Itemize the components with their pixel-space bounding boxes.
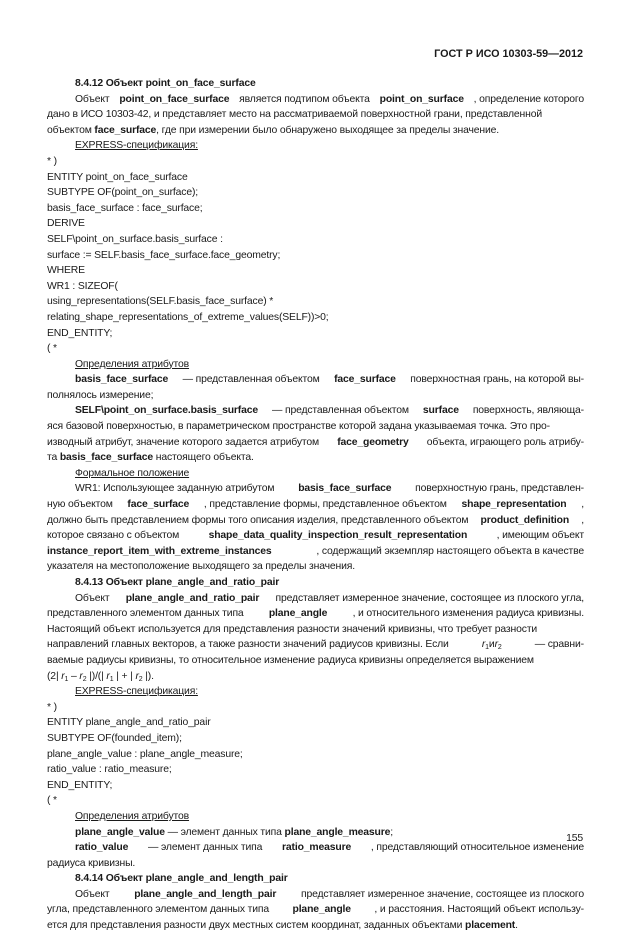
paragraph-line: изводный атрибут, значение которого задается атрибутом face_geometry объекта, играющего роль атрибу- [47, 436, 584, 448]
paragraph-line: полнялось измерение; [47, 389, 154, 401]
code-line: SELF\point_on_surface.basis_surface : [47, 233, 223, 245]
paragraph-line: объектом face_surface, где при измерении было обнаружено выходящее за пределы значение. [47, 124, 500, 136]
code-line: SUBTYPE OF(founded_item); [47, 732, 182, 744]
code-line: plane_angle_value : plane_angle_measure; [47, 748, 243, 760]
paragraph-line: plane_angle_value — элемент данных типа plane_angle_measure; [75, 826, 394, 838]
paragraph-line: ную объектом face_surface , представление формы, представленное объектом shape_representation , [47, 499, 584, 511]
code-line: ( * [47, 795, 57, 807]
code-line: * ) [47, 701, 57, 713]
code-line: relating_shape_representations_of_extreme_values(SELF))>0; [47, 311, 329, 323]
paragraph-line: яся базовой поверхностью, в параметрическом пространстве которой задана указываемая точка. Это про- [47, 421, 550, 433]
page-content [47, 76, 584, 934]
paragraph-line: Настоящий объект используется для представления разности значений кривизны, что требует разности [47, 623, 538, 635]
formula-line: (2| $r_1 - r_2$ |)/(| $r_1$ | + | $r_2$ |). [47, 670, 154, 683]
code-line: END_ENTITY; [47, 327, 113, 339]
code-line: ( * [47, 343, 57, 355]
code-line: WR1 : SIZEOF( [47, 280, 118, 292]
page-header: ГОСТ Р ИСО 10303-59—2012 [434, 48, 583, 60]
paragraph-line: ratio_value — элемент данных типа ratio_measure , представляющий относительное изменение [75, 842, 584, 854]
paragraph-line: ется для представления разности двух местных систем координат, заданных объектами placement. [47, 920, 518, 932]
paragraph-line: ваемые радиусы кривизны, то относительное изменение радиуса кривизны определяется выражением [47, 654, 534, 666]
paragraph-line: должно быть представлением формы того описания изделия, представленного объектом product_definition , [47, 514, 584, 526]
paragraph-line: радиуса кривизны. [47, 857, 136, 869]
paragraph-line: угла, представленного элементом данных типа plane_angle , и расстояния. Настоящий объект использу- [47, 904, 584, 916]
page-number: 155 [566, 833, 583, 844]
code-line: basis_face_surface : face_surface; [47, 202, 203, 214]
code-line: SUBTYPE OF(point_on_surface); [47, 187, 198, 199]
code-line: ENTITY point_on_face_surface [47, 171, 188, 183]
paragraph-line: направлений главных векторов, а также разности значений радиусов кривизны. Если $r_1иr_2$ — сравни- [47, 639, 584, 652]
code-line: ratio_value : ratio_measure; [47, 764, 172, 776]
paragraph-line: дано в ИСО 10303-42, и представляет место на рассматриваемой поверхностной грани, представленной [47, 109, 543, 121]
express-spec-label: EXPRESS-спецификация: [75, 686, 198, 698]
code-line: DERIVE [47, 218, 85, 230]
code-line: END_ENTITY; [47, 779, 113, 791]
code-line: ENTITY plane_angle_and_ratio_pair [47, 717, 211, 729]
paragraph-line: та basis_face_surface настоящего объекта. [47, 452, 254, 464]
formal-propositions-label: Формальное положение [75, 467, 190, 479]
paragraph-line: представленного элементом данных типа plane_angle , и относительного изменения радиуса кривизны. [47, 608, 584, 620]
paragraph-line: WR1: Использующее заданную атрибутом basis_face_surface поверхностную грань, представлен- [75, 483, 584, 495]
paragraph-line: Объект point_on_face_surface является подтипом объекта point_on_surface , определение которого [75, 93, 584, 105]
attribute-definitions-label: Определения атрибутов [75, 810, 190, 822]
code-line: using_representations(SELF.basis_face_surface) * [47, 296, 274, 308]
express-spec-label: EXPRESS-спецификация: [75, 140, 198, 152]
code-line: * ) [47, 155, 57, 167]
paragraph-line: Объект plane_angle_and_length_pair представляет измеренное значение, состоящее из плоского [75, 888, 584, 900]
section-heading: 8.4.13 Объект plane_angle_and_ratio_pair [75, 577, 280, 588]
code-line: WHERE [47, 265, 85, 277]
paragraph-line: Объект plane_angle_and_ratio_pair представляет измеренное значение, состоящее из плоского угла, [75, 592, 584, 604]
section-heading: 8.4.14 Объект plane_angle_and_length_pair [75, 873, 288, 885]
paragraph-line: которое связано с объектом shape_data_quality_inspection_result_representation , имеющим объект [47, 530, 584, 542]
code-line: surface := SELF.basis_face_surface.face_geometry; [47, 249, 281, 261]
paragraph-line: basis_face_surface — представленная объектом face_surface поверхностная грань, на которой вы- [75, 374, 584, 386]
section-heading: 8.4.12 Объект point_on_face_surface [75, 78, 256, 89]
paragraph-line: instance_report_item_with_extreme_instances , содержащий экземпляр настоящего объекта в качестве [47, 545, 584, 557]
paragraph-line: SELF\point_on_surface.basis_surface — представленная объектом surface поверхность, являюща- [75, 405, 584, 417]
attribute-definitions-label: Определения атрибутов [75, 358, 190, 370]
paragraph-line: указателя на местоположение выходящего за пределы значения. [47, 561, 355, 573]
